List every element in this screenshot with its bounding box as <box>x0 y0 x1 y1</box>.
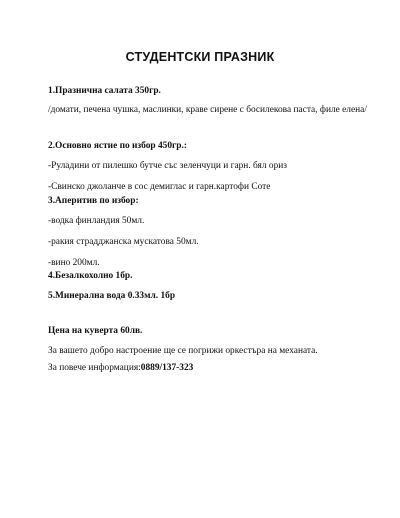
orchestra-note: За вашето добро настроение ще се погрижи оркестъра на механата. <box>48 346 318 356</box>
salad-description: /домати, печена чушка, маслинки, краве сирене с босилекова паста, филе елена/ <box>48 105 367 115</box>
section-heading-main-course: 2.Основно ястие по избор 450гр.: <box>48 141 187 151</box>
aperitif-option-1: -водка финландия 50мл. <box>48 216 145 226</box>
section-heading-mineral-water: 5.Минерална вода 0.33мл. 1бр <box>48 291 176 301</box>
section-heading-soft-drink: 4.Безалкохолно 1бр. <box>48 271 133 281</box>
cover-price: Цена на куверта 60лв. <box>48 326 143 336</box>
contact-phone: 0889/137-323 <box>140 363 194 373</box>
main-course-option-2: -Свинско джоланче в сос демиглас и гарн.картофи Соте <box>48 182 271 192</box>
section-heading-aperitif: 3.Аперитив по избор: <box>48 196 139 206</box>
section-heading-salad: 1.Празнична салата 350гр. <box>48 86 161 96</box>
contact-line <box>48 362 368 374</box>
page-title: СТУДЕНТСКИ ПРАЗНИК <box>125 50 275 64</box>
contact-label: За повече информация: <box>48 363 141 373</box>
aperitif-option-2: -ракия страдджанска мускатова 50мл. <box>48 237 199 247</box>
aperitif-option-3: -вино 200мл. <box>48 258 100 268</box>
main-course-option-1: -Руладини от пилешко бутче със зеленчуци и гарн. бял ориз <box>48 161 287 171</box>
